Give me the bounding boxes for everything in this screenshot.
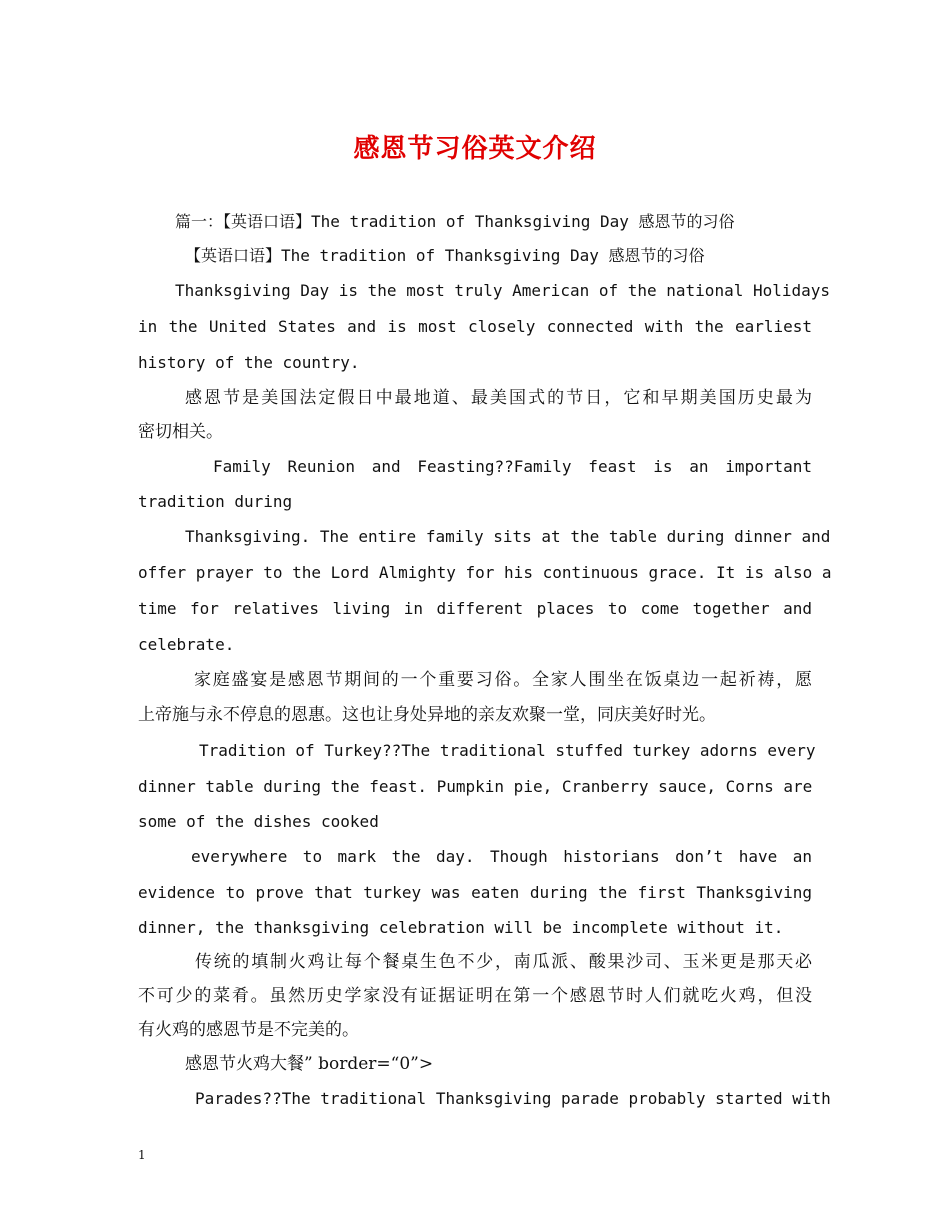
text-line: everywhere to mark the day. Though historians don’t have an [191,847,812,866]
text-line: 密切相关。 [138,422,223,442]
text-line: Thanksgiving Day is the most truly American of the national Holidays [175,281,831,300]
document-body [138,205,832,1117]
text-line: tradition during [138,492,293,511]
text-line: offer prayer to the Lord Almighty for his continuous grace. It is also a [138,563,832,582]
text-line: in the United States and is most closely connected with the earliest [138,317,812,336]
text-line: 不可少的菜肴。虽然历史学家没有证据证明在第一个感恩节时人们就吃火鸡，但没 [138,986,812,1006]
text-line: dinner, the thanksgiving celebration will be incomplete without it. [138,918,784,937]
text-line: history of the country. [138,353,360,372]
text-line: 篇一：【英语口语】The tradition of Thanksgiving Day 感恩节的习俗 [175,212,735,231]
text-line: celebrate. [138,635,235,654]
document-title: 感恩节习俗英文介绍 [353,134,597,164]
text-line: evidence to prove that turkey was eaten during the first Thanksgiving [138,883,812,902]
text-line: 感恩节火鸡大餐” border=“0”> [185,1054,434,1074]
text-line: Thanksgiving. The entire family sits at the table during dinner and [185,527,831,546]
page-number: 1 [138,1148,146,1162]
text-line: Tradition of Turkey??The traditional stuffed turkey adorns every [199,741,816,760]
text-line: 上帝施与永不停息的恩惠。这也让身处异地的亲友欢聚一堂，同庆美好时光。 [138,705,716,725]
text-line: 感恩节是美国法定假日中最地道、最美国式的节日，它和早期美国历史最为 [185,388,812,408]
text-line: Family Reunion and Feasting??Family feast is an important [213,457,812,476]
text-line: some of the dishes cooked [138,812,379,831]
text-line: 传统的填制火鸡让每个餐桌生色不少，南瓜派、酸果沙司、玉米更是那天必 [195,952,812,972]
text-line: 【英语口语】The tradition of Thanksgiving Day 感恩节的习俗 [185,246,705,265]
text-line: 有火鸡的感恩节是不完美的。 [138,1020,359,1040]
text-line: time for relatives living in different places to come together and [138,599,812,618]
text-line: 家庭盛宴是感恩节期间的一个重要习俗。全家人围坐在饭桌边一起祈祷，愿 [194,670,812,690]
text-line: Parades??The traditional Thanksgiving parade probably started with [195,1089,831,1108]
text-line: dinner table during the feast. Pumpkin pie, Cranberry sauce, Corns are [138,777,813,796]
